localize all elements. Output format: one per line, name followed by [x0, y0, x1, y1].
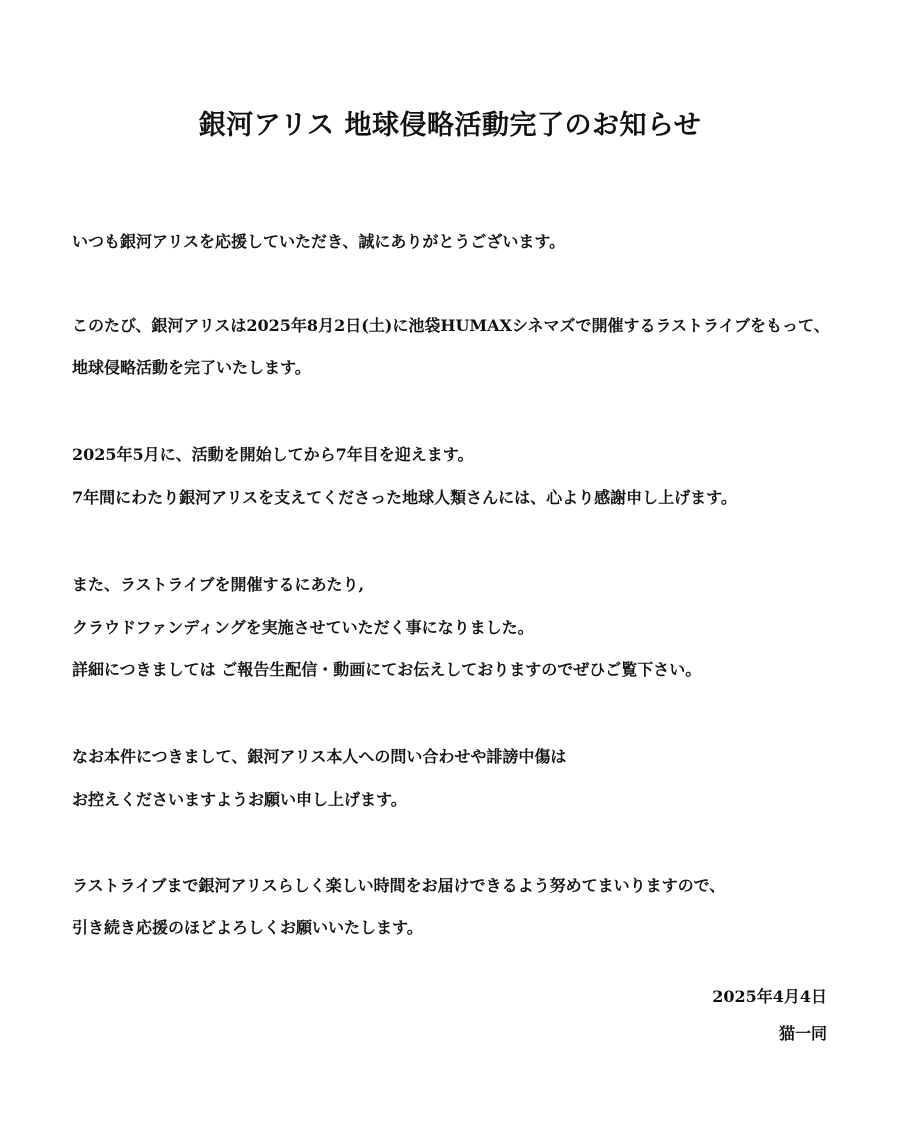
paragraph-crowdfunding-line-3: 詳細につきましては ご報告生配信・動画にてお伝えしておりますのでぜひご覧下さい。	[72, 660, 702, 679]
paragraph-greeting: いつも銀河アリスを応援していただき、誠にありがとうございます。	[72, 232, 566, 251]
notice-signature: 猫一同	[778, 1024, 827, 1043]
paragraph-anniversary-line-2: 7年間にわたり銀河アリスを支えてくださった地球人類さんには、心より感謝申し上げます。	[72, 488, 737, 507]
paragraph-request-line-2: お控えくださいますようお願い申し上げます。	[72, 790, 407, 809]
paragraph-announcement-line-1: このたび、銀河アリスは2025年8月2日(土)に池袋HUMAXシネマズで開催するラストライブをもって、	[72, 316, 830, 335]
notice-title: 銀河アリス 地球侵略活動完了のお知らせ	[198, 110, 702, 141]
paragraph-closing-line-2: 引き続き応援のほどよろしくお願いいたします。	[72, 918, 423, 937]
notice-date: 2025年4月4日	[712, 987, 827, 1006]
paragraph-closing-line-1: ラストライブまで銀河アリスらしく楽しい時間をお届けできるよう努めてまいりますので、	[72, 876, 726, 895]
paragraph-crowdfunding-line-1: また、ラストライブを開催するにあたり,	[72, 575, 365, 594]
paragraph-crowdfunding-line-2: クラウドファンディングを実施させていただく事になりました。	[72, 618, 534, 637]
paragraph-announcement-line-2: 地球侵略活動を完了いたします。	[72, 358, 311, 377]
paragraph-request-line-1: なお本件につきまして、銀河アリス本人への問い合わせや誹謗中傷は	[72, 747, 567, 766]
paragraph-anniversary-line-1: 2025年5月に、活動を開始してから7年目を迎えます。	[72, 445, 474, 464]
